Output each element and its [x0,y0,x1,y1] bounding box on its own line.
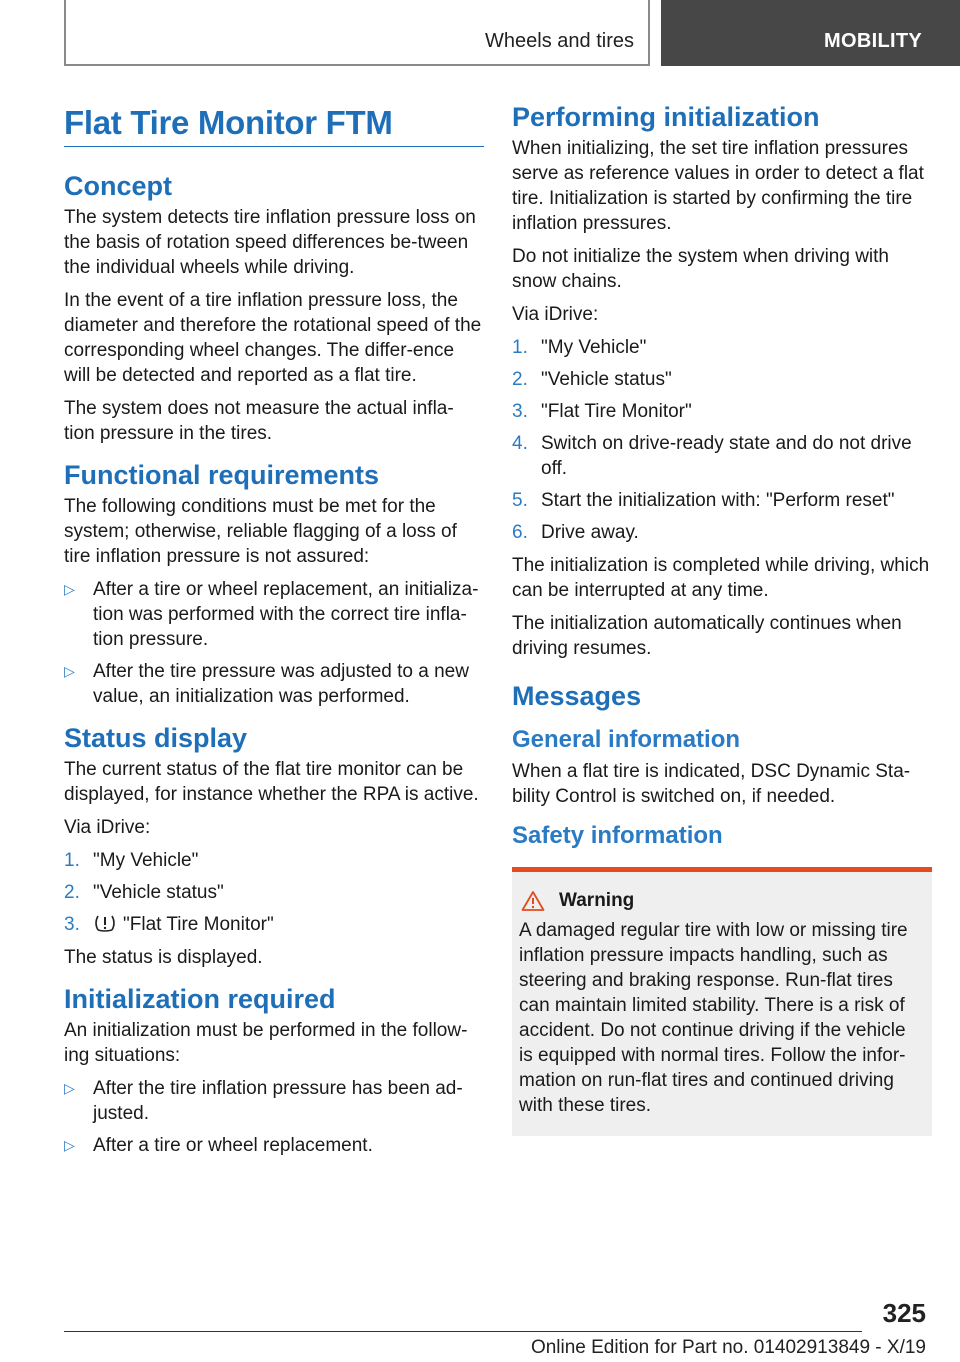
list-item: 2. "Vehicle status" [512,369,672,390]
performing-paragraph-1: When initializing, the set tire inflation pressures serve as reference values in order to detect a flat tire. Initialization is started by confirming the tire inflation pressures. [512,138,924,234]
header-section-title: Wheels and tires [485,30,634,52]
performing-via-idrive: Via iDrive: [512,304,599,325]
warning-triangle-icon [521,890,545,912]
concept-paragraph-1: The system detects tire inflation pressure loss on the basis of rotation speed differences be‐tween the individual wheels while driving. [64,207,476,278]
status-display-intro: The current status of the flat tire monitor can be displayed, for instance whether the RPA is active. [64,759,479,805]
footer-edition: Online Edition for Part no. 01402913849 - X/19 [530,1337,926,1358]
list-item: ▷ After the tire pressure was adjusted to a new value, an initialization was performed. [64,661,469,707]
status-after-text: The status is displayed. [64,947,263,968]
triangle-right-icon: ▷ [64,581,75,597]
general-information-text: When a flat tire is indicated, DSC Dynamic Sta‐bility Control is switched on, if needed. [512,761,911,807]
concept-paragraph-2: In the event of a tire inflation pressure loss, the diameter and therefore the rotational speed of the corresponding wheel changes. The differ‐ence will be detected and reported as a flat tire. [64,290,482,386]
warning-header [519,890,924,912]
warning-title: Warning [559,890,635,911]
safety-information-heading: Safety information [512,822,723,849]
triangle-right-icon: ▷ [64,1080,75,1096]
performing-steps-list [512,335,932,545]
list-item: 1. "My Vehicle" [64,850,199,871]
triangle-right-icon: ▷ [64,663,75,679]
performing-paragraph-3: The initialization is completed while driving, which can be interrupted at any time. [512,555,930,601]
list-item: ▷ After a tire or wheel replacement, an initializa‐tion was performed with the correct tire infla‐tion pressure. [64,579,479,650]
footer-divider [64,1331,862,1332]
list-item: ▷ After the tire inflation pressure has been ad‐justed. [64,1078,463,1124]
status-via-idrive: Via iDrive: [64,817,151,838]
list-item: 6. Drive away. [512,522,639,543]
list-item: 3. "Flat Tire Monitor" [64,914,274,935]
list-item: 3. "Flat Tire Monitor" [512,401,692,422]
flat-tire-warning-icon [93,913,117,933]
header-chapter-tab [661,0,960,66]
concept-paragraph-3: The system does not measure the actual infla‐tion pressure in the tires. [64,398,454,444]
general-information-heading: General information [512,726,741,753]
header-section-frame [64,0,650,66]
right-column [512,100,932,1136]
initialization-required-intro: An initialization must be performed in the follow‐ing situations: [64,1020,468,1066]
functional-requirements-list [64,577,484,709]
initialization-required-heading: Initialization required [64,984,336,1014]
performing-paragraph-2: Do not initialize the system when driving with snow chains. [512,246,890,292]
functional-requirements-intro: The following conditions must be met for the system; otherwise, reliable flagging of a loss of tire inflation pressure is not assured: [64,496,457,567]
header-chapter-title: MOBILITY [824,30,922,52]
list-item: ▷ After a tire or wheel replacement. [64,1135,373,1156]
triangle-right-icon: ▷ [64,1137,75,1153]
performing-initialization-heading: Performing initialization [512,102,820,132]
concept-heading: Concept [64,171,172,201]
left-column [64,100,484,1166]
list-item: 2. "Vehicle status" [64,882,224,903]
status-display-heading: Status display [64,723,248,753]
initialization-required-list [64,1076,484,1158]
list-item: 1. "My Vehicle" [512,337,647,358]
messages-heading: Messages [512,681,642,711]
warning-text: A damaged regular tire with low or missing tire inflation pressure impacts handling, such as steering and braking response. Run-flat tires can maintain limited stability. There is a risk of accident. Do not continue driving if the vehicle is equipped with normal tires. Follow the infor‐mation on run-flat tires and continued driving with these tires. [519,920,908,1116]
performing-paragraph-4: The initialization automatically continues when driving resumes. [512,613,902,659]
page-title: Flat Tire Monitor FTM [64,100,484,147]
list-item: 4. Switch on drive-ready state and do not drive off. [512,433,912,479]
warning-box [512,867,932,1136]
page-number: 325 [882,1298,926,1328]
functional-requirements-heading: Functional requirements [64,460,380,490]
status-steps-list [64,848,484,937]
list-item: 5. Start the initialization with: "Perform reset" [512,490,895,511]
